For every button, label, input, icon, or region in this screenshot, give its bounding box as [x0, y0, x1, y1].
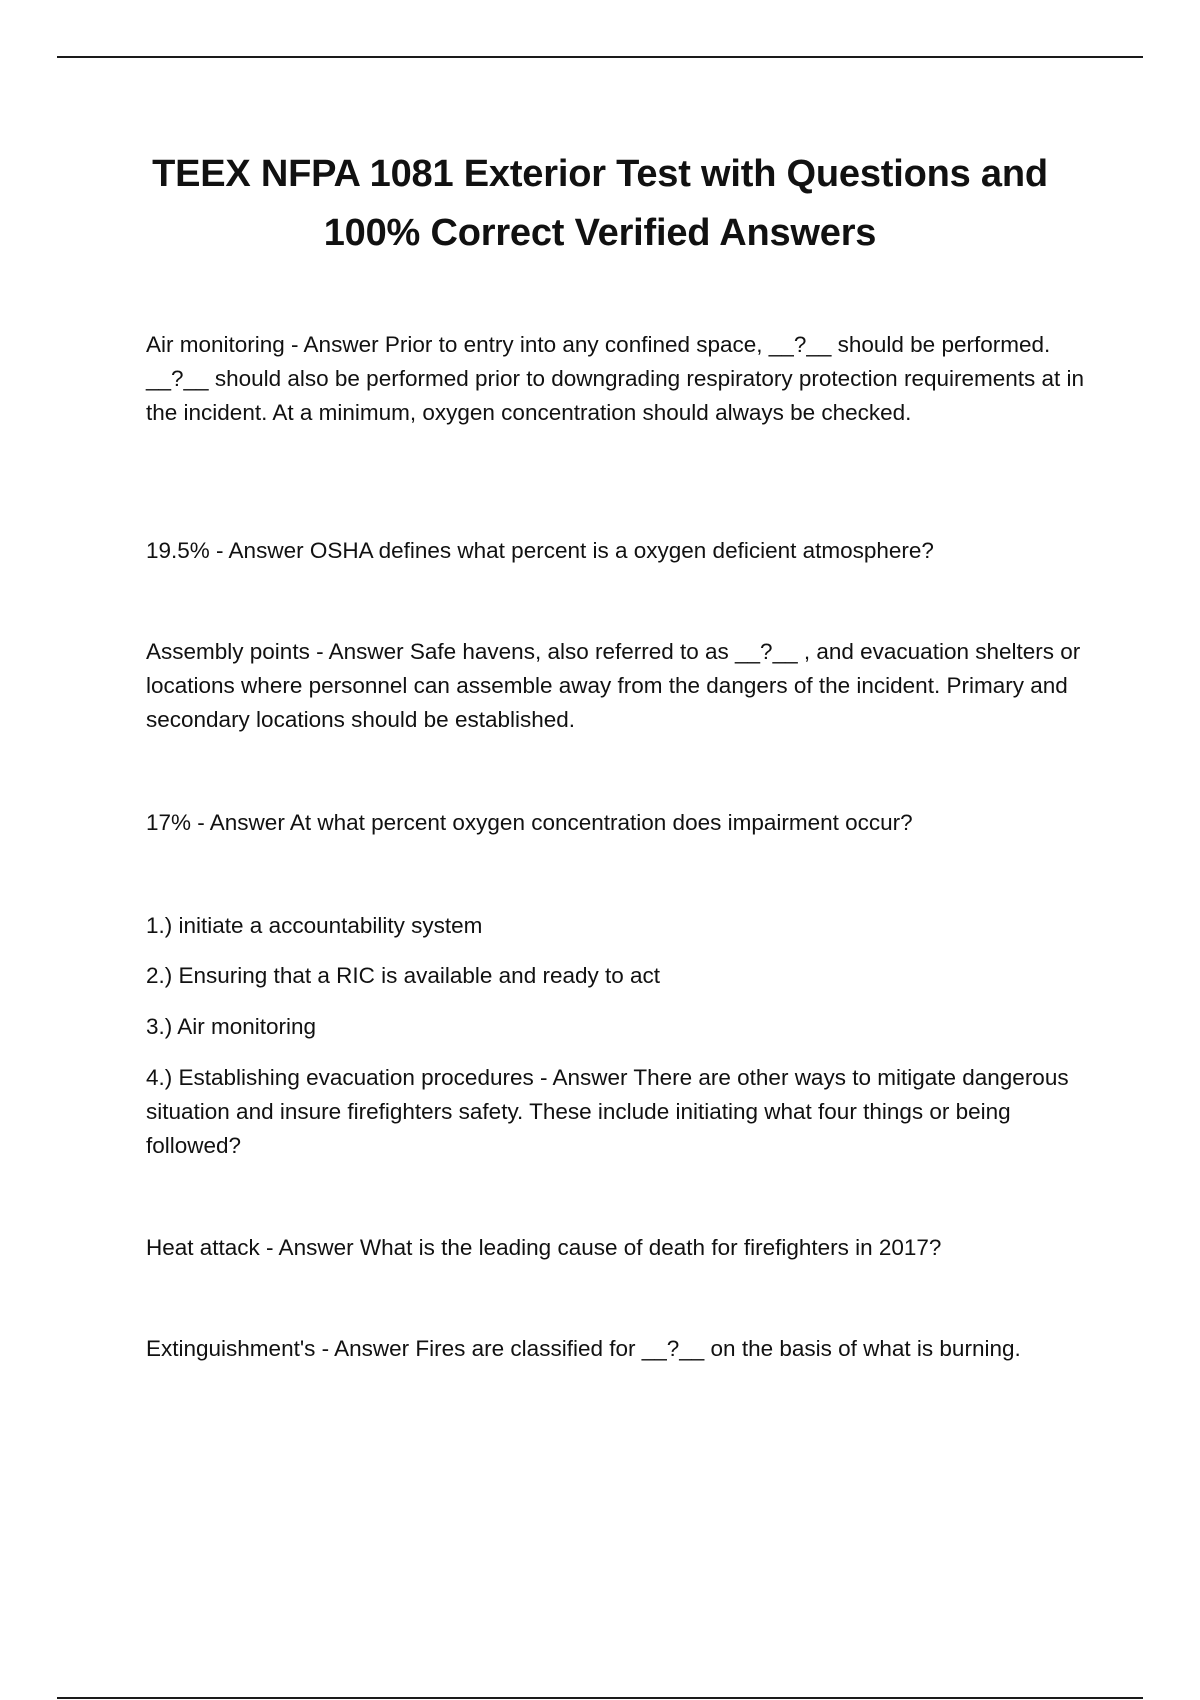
bottom-horizontal-rule [57, 1697, 1143, 1699]
qa-entry-oxygen-deficient: 19.5% - Answer OSHA defines what percent is a oxygen deficient atmosphere? [146, 538, 934, 563]
qa-entry-extinguishment: Extinguishment's - Answer Fires are classified for __?__ on the basis of what is burning. [146, 1336, 1021, 1361]
list-item: 3.) Air monitoring [146, 1014, 317, 1039]
list-item: 4.) Establishing evacuation procedures - Answer There are other ways to mitigate dangerous situation and insure firefighters safety. These include initiating what four things or being followed? [146, 1065, 1069, 1158]
document-title [120, 145, 1080, 263]
qa-entry-air-monitoring: Air monitoring - Answer Prior to entry into any confined space, __?__ should be performed. __?__ should also be performed prior to downgrading respiratory protection requirements at in the incident. At a minimum, oxygen concentration should always be checked. [146, 332, 1085, 425]
title-line-1: TEEX NFPA 1081 Exterior Test with Questions and [152, 153, 1048, 195]
list-item: 1.) initiate a accountability system [146, 913, 483, 938]
top-horizontal-rule [57, 56, 1143, 58]
list-item: 2.) Ensuring that a RIC is available and ready to act [146, 963, 661, 988]
qa-entry-impairment: 17% - Answer At what percent oxygen concentration does impairment occur? [146, 810, 913, 835]
title-line-2: 100% Correct Verified Answers [323, 212, 877, 254]
qa-entry-assembly-points: Assembly points - Answer Safe havens, also referred to as __?__ , and evacuation shelters or locations where personnel can assemble away from the dangers of the incident. Primary and secondary locations should be established. [146, 639, 1081, 732]
qa-entry-leading-cause: Heat attack - Answer What is the leading cause of death for firefighters in 2017? [146, 1235, 942, 1260]
